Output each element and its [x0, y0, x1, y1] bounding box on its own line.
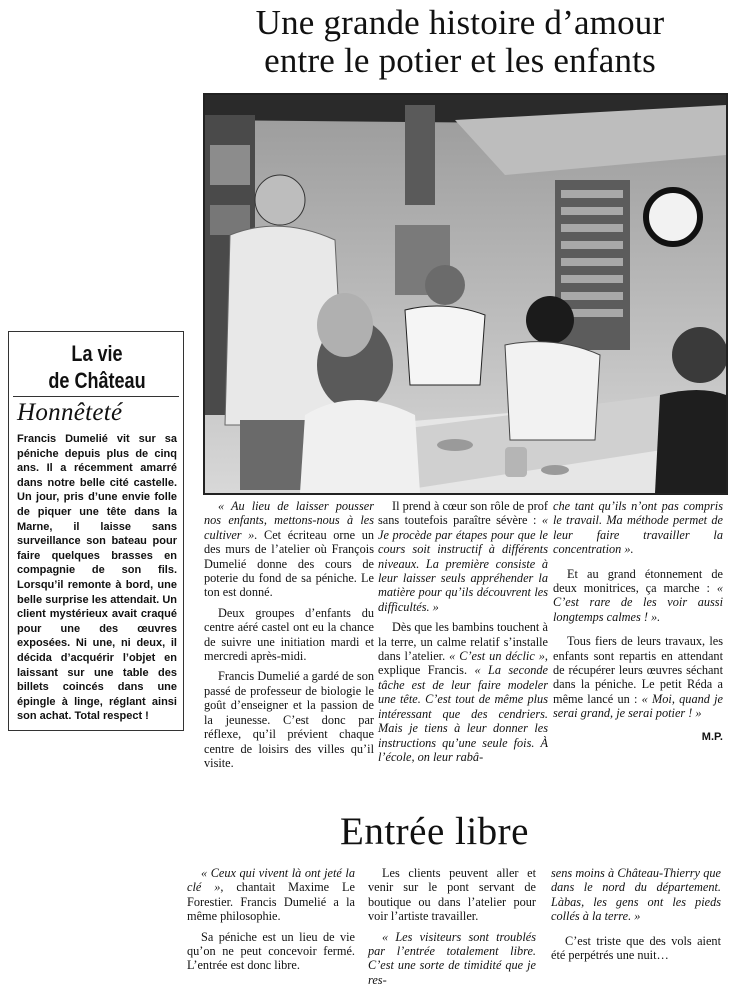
sidebar-heading: Honnêteté — [17, 399, 123, 426]
article1-monitors-quote: « C’est rare de les voir aussi longtemps calmes ! ». — [553, 581, 723, 624]
article1-role-text: Il prend à cœur son rôle de prof sans toutefois paraître sévère : — [378, 499, 548, 528]
sidebar-body: Francis Dumelié vit sur sa péniche depuis plus de cinq ans. Il a récemment amarré dans notre belle cité castelle. Un jour, pris d’une envie folle de piquer une tête dans la Marne, il laisse sans surveillance son bateau pour faire quelques brasses en compagnie de son fils. Lorsqu’il remonte à bord, une belle surprise les attendait. Un client mystérieux avait craqué pour une des œuvres exposées. Ni une, ni deux, il décida d’acquérir l’objet en laissant sur une table des billets coincés dans une épingle à linge, réglant ainsi son achat. Total respect ! — [17, 433, 177, 723]
article1-column-3 — [553, 499, 723, 750]
sidebar-la-vie-de-chateau — [8, 331, 184, 731]
article2-column-3 — [551, 866, 721, 968]
article1-second-task-quote: « La seconde tâche est de leur faire modeler une tête. C’est tout de même plus intéressant que des cendriers. Mais je tiens à leur donner les instructions qu’une seule fois. À l’école, on leur rabâ- — [378, 663, 548, 764]
article1-intro: Cet écriteau orne un des murs de l’atelier où François Dumelié donne des cours de poterie du fond de sa péniche. Le ton est donné. — [204, 527, 374, 600]
article1-role-quote: « Je procède par étapes pour que le cours soit instructif à différents niveaux. La première consiste à leur laisser seuls appréhender la matière pour qu’ils découvrent les difficultés. » — [378, 513, 548, 614]
sidebar-divider — [13, 396, 179, 397]
article1-signature: M.P. — [701, 730, 723, 743]
photo-illustration — [205, 95, 726, 493]
sidebar-title-line-1: La vie — [71, 341, 123, 366]
article1-proud-text: Tous fiers de leurs travaux, les enfants sont repartis en attendant de récupérer leurs œuvres séchant dans la péniche. Le petit Réda a même lancé un : — [553, 634, 723, 706]
article1-column-1 — [204, 499, 374, 776]
article2-chateau-quote: sens moins à Château-Thierry que dans le nord du département. Làbas, les gens ont les pieds collés à la terre. » — [551, 866, 721, 924]
article2-song-quote: « Ceux qui vivent là ont jeté la clé » — [187, 866, 355, 895]
article2-visitors-quote: « Les visiteurs sont troublés par l’entrée totalement libre. C’est une sorte de timidité que je res- — [368, 929, 536, 987]
article1-explains: , explique Francis. — [378, 649, 548, 678]
sidebar-title-line-2: de Château — [48, 368, 146, 393]
article1-monitors-text: Et au grand étonnement de deux monitrices, ça marche : — [553, 566, 723, 596]
article2-title: Entrée libre — [340, 810, 529, 853]
article-headline — [200, 4, 720, 80]
article1-reda-quote: « Moi, quand je serai grand, je serai potier ! » — [553, 691, 723, 721]
pottery-class-photo — [203, 93, 728, 495]
article1-quote-sign: « Au lieu de laisser pousser nos enfants, mettons-nous à les cultiver ». — [204, 499, 374, 542]
article2-song-attribution: , chantait Maxime Le Forestier. Francis Dumelié a la même philosophie. — [187, 880, 355, 924]
article1-paragraph-biology: Francis Dumelié a gardé de son passé de professeur de biologie le goût d’enseigner et la passion de la jeunesse. C’est donc par réflexe, qu’il prévient chaque centre de loisirs des villes qu’il visite. — [204, 669, 374, 770]
article1-calm-text: Dès que les bambins touchent à la terre, un calme relatif s’installe dans l’atelier. — [378, 620, 548, 664]
headline-line-2: entre le potier et les enfants — [264, 41, 656, 80]
article2-column-1 — [187, 866, 355, 979]
article1-column-2 — [378, 499, 548, 770]
headline-line-1: Une grande histoire d’amour — [255, 3, 665, 42]
article1-paragraph-groups: Deux groupes d’enfants du centre aéré castel ont eu la chance de suivre une initiation mardi et mercredi après-midi. — [204, 605, 374, 664]
article2-thefts: C’est triste que des vols aient été perpétrés une nuit… — [551, 933, 721, 963]
article1-method-quote: che tant qu’ils n’ont pas compris le travail. Ma méthode permet de leur faire travailler la concentration ». — [553, 499, 723, 557]
article2-open-door: Sa péniche est un lieu de vie qu’on ne peut concevoir fermé. L’entrée est donc libre. — [187, 929, 355, 973]
article2-column-2 — [368, 866, 536, 993]
article2-clients: Les clients peuvent aller et venir sur le pont servant de boutique ou dans l’atelier pour voir l’artiste travailler. — [368, 866, 536, 924]
article1-declic-quote: « C’est un déclic » — [449, 649, 545, 664]
